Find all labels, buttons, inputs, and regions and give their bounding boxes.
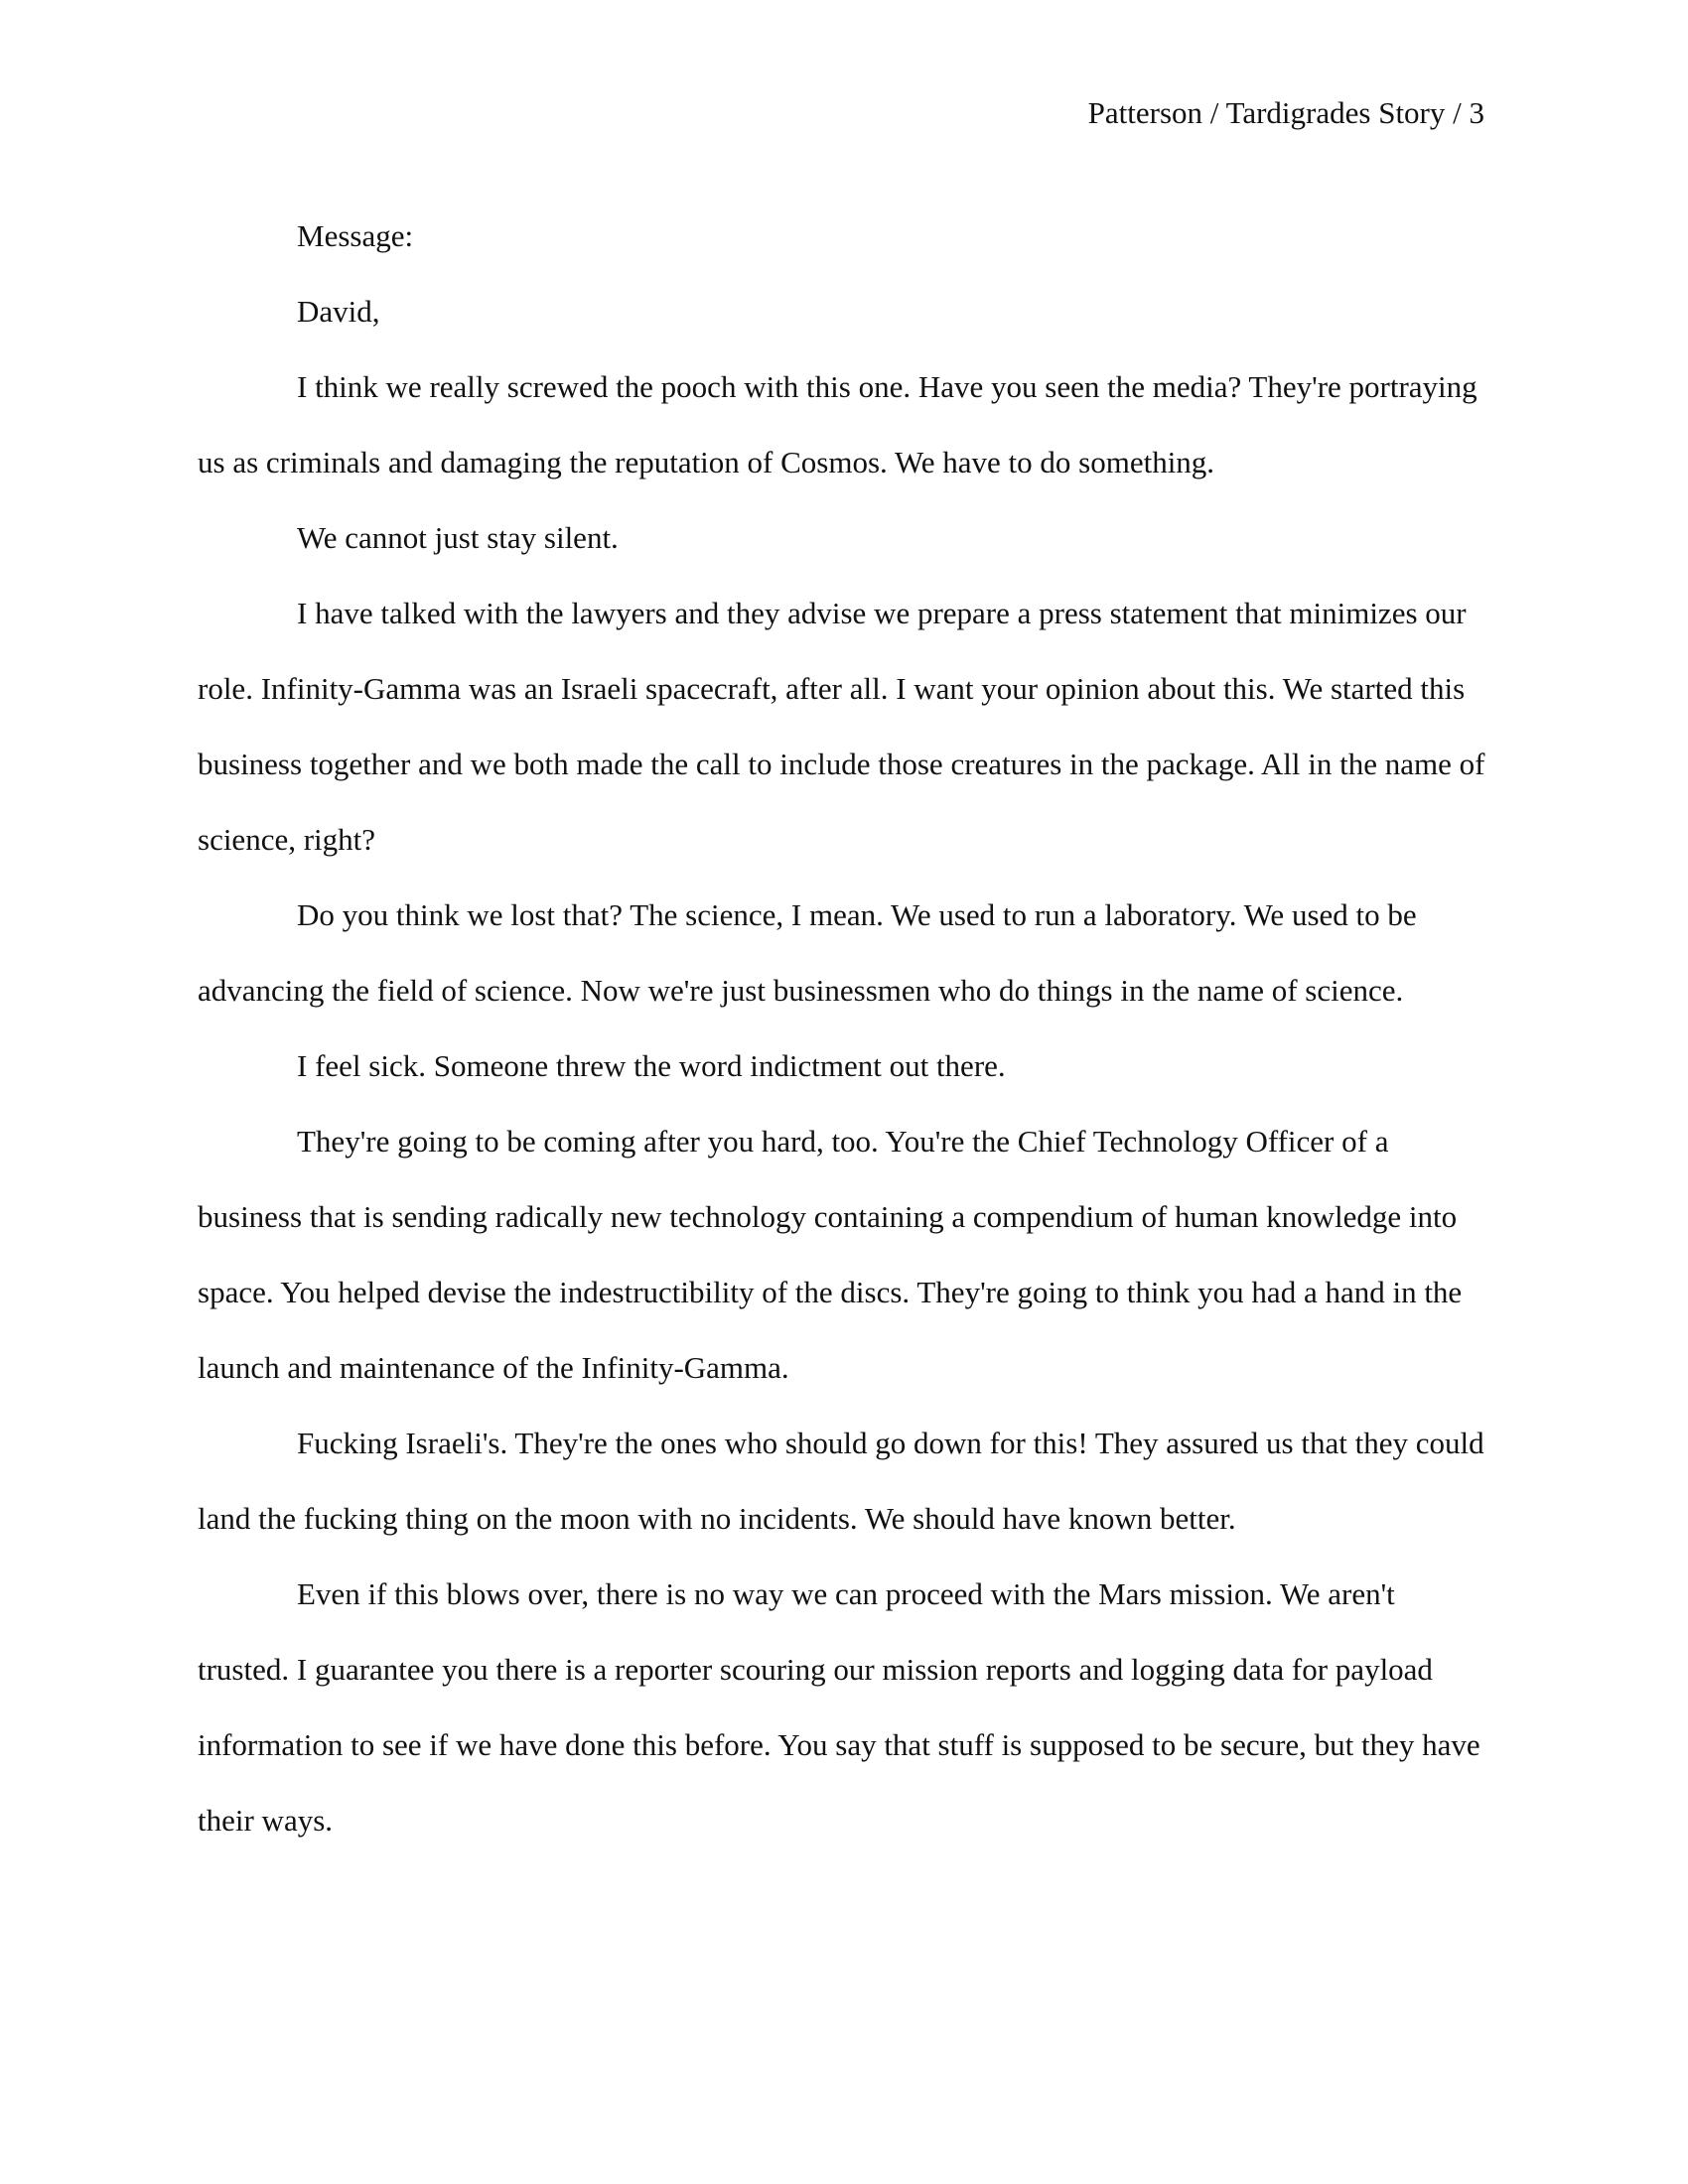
paragraph: Fucking Israeli's. They're the ones who should go down for this! They assured us that they could land the fucking thing on the moon with no incidents. We should have known better. [198, 1426, 1484, 1536]
paragraph: Even if this blows over, there is no way we can proceed with the Mars mission. We aren't trusted. I guarantee you there is a reporter scouring our mission reports and logging data for payload information to see if we have done this before. You say that stuff is supposed to be secure, but they have their ways. [198, 1576, 1480, 1838]
body-text [198, 199, 1488, 1858]
paragraph: We cannot just stay silent. [297, 520, 619, 555]
paragraph: I feel sick. Someone threw the word indictment out there. [297, 1048, 1006, 1083]
paragraph-message-label: Message: [297, 218, 414, 253]
paragraph: I have talked with the lawyers and they advise we prepare a press statement that minimizes our role. Infinity-Gamma was an Israeli spacecraft, after all. I want your opinion about this. We started this business together and we both made the call to include those creatures in the package. All in the name of science, right? [198, 596, 1485, 857]
paragraph-salutation: David, [297, 294, 380, 329]
paragraph: Do you think we lost that? The science, I mean. We used to run a laboratory. We used to be advancing the field of science. Now we're just businessmen who do things in the name of science. [198, 897, 1417, 1008]
running-head: Patterson / Tardigrades Story / 3 [1087, 95, 1484, 130]
paragraph: They're going to be coming after you hard, too. You're the Chief Technology Officer of a business that is sending radically new technology containing a compendium of human knowledge into space. You helped devise the indestructibility of the discs. They're going to think you had a hand in the launch and maintenance of the Infinity-Gamma. [198, 1124, 1463, 1385]
paragraph: I think we really screwed the pooch with this one. Have you seen the media? They're portraying us as criminals and damaging the reputation of Cosmos. We have to do something. [198, 369, 1477, 479]
